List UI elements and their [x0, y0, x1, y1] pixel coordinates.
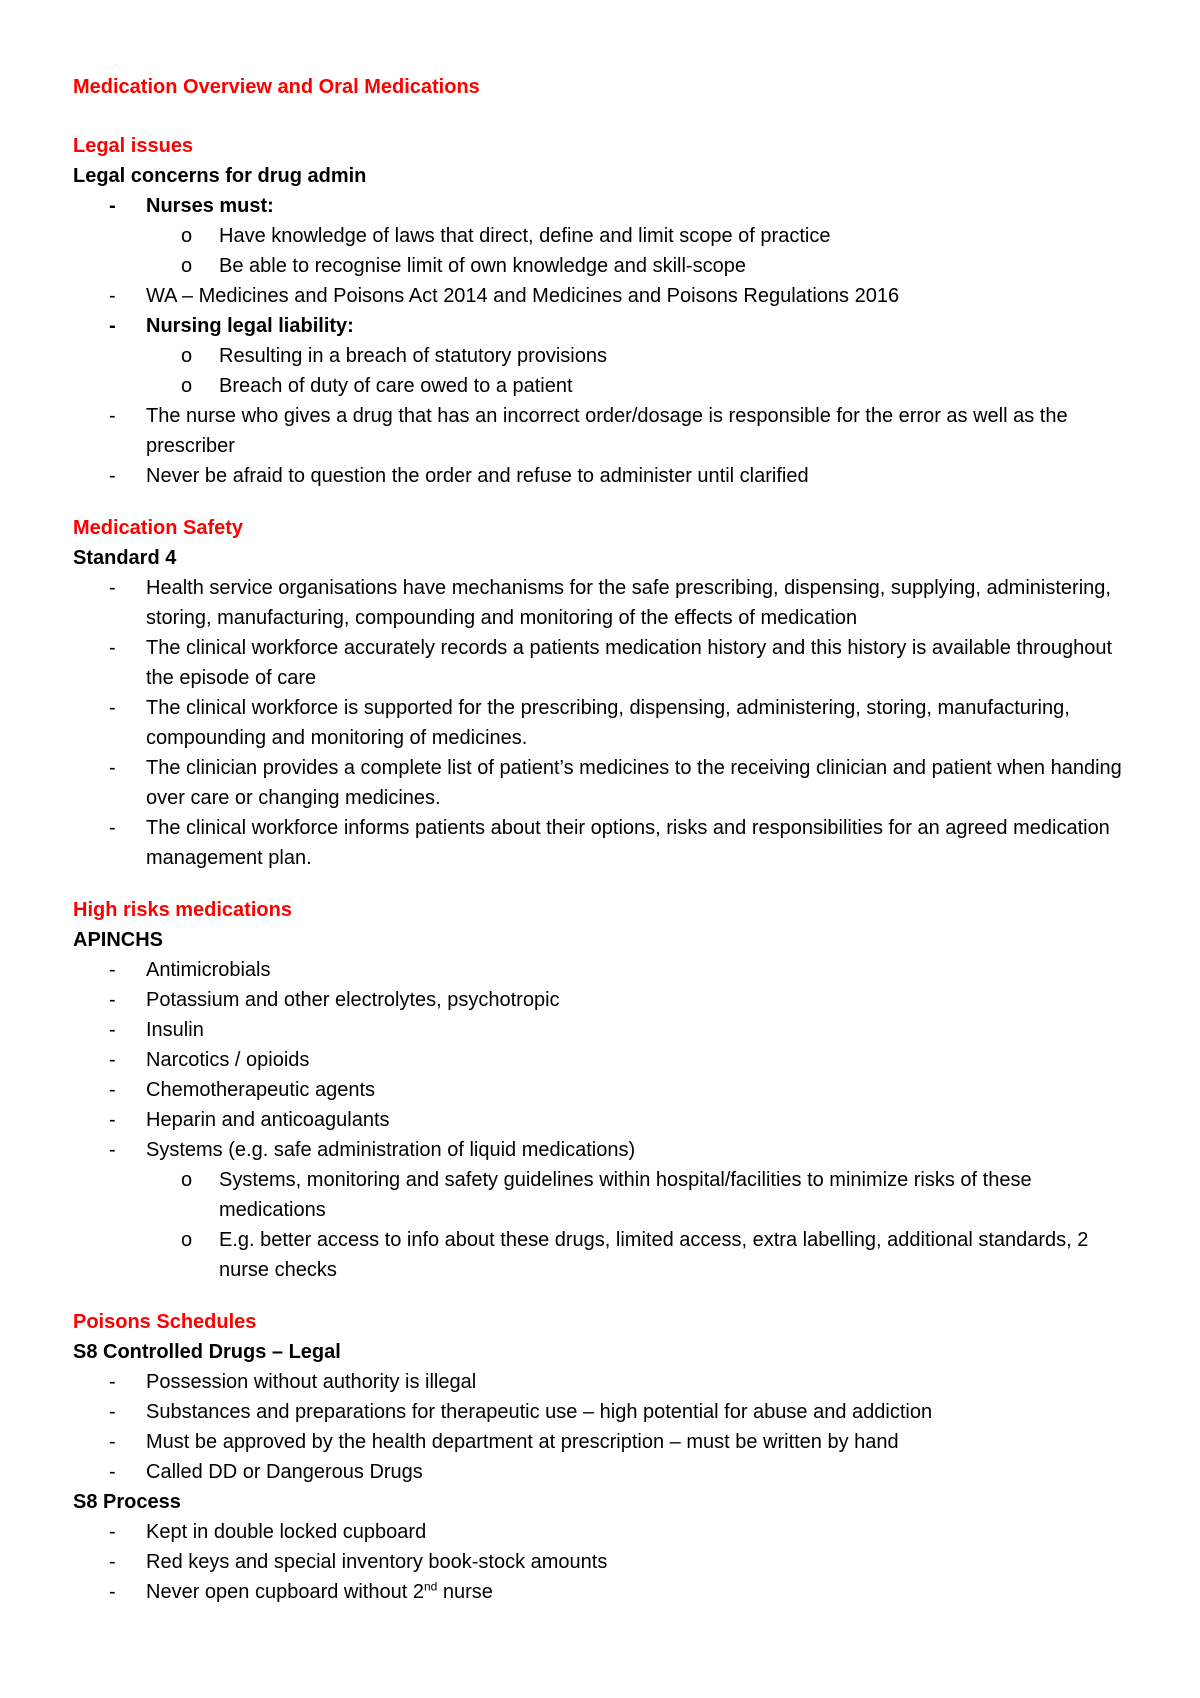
- list-item: - Must be approved by the health department at prescription – must be written by hand: [109, 1431, 899, 1453]
- document-page: [73, 72, 1143, 1607]
- list-item: - Systems (e.g. safe administration of liquid medications): [109, 1139, 636, 1161]
- list-item: - Antimicrobials: [109, 959, 271, 981]
- list-item: - Never open cupboard without 2nd nurse: [109, 1579, 493, 1603]
- list-item: - The clinical workforce informs patients about their options, risks and responsibilities for an agreed medication management plan.: [109, 817, 1110, 869]
- list-item: - Potassium and other electrolytes, psychotropic: [109, 989, 560, 1011]
- list-item: - Heparin and anticoagulants: [109, 1109, 390, 1131]
- list-item: - Red keys and special inventory book-stock amounts: [109, 1551, 608, 1573]
- sub-list-item: o E.g. better access to info about these drugs, limited access, extra labelling, additional standards, 2 nurse checks: [181, 1229, 1089, 1281]
- section-heading-legal: Legal issues: [73, 135, 194, 157]
- section-heading-highrisk: High risks medications: [73, 899, 292, 921]
- list-item: - Possession without authority is illegal: [109, 1371, 477, 1393]
- subheading-highrisk: APINCHS: [73, 929, 164, 951]
- list-item: - Nursing legal liability:: [109, 315, 354, 337]
- list-item: - Narcotics / opioids: [109, 1049, 310, 1071]
- list-item: - The clinical workforce accurately records a patients medication history and this history is available throughout the episode of care: [109, 637, 1113, 689]
- list-item: - Substances and preparations for therapeutic use – high potential for abuse and addiction: [109, 1401, 933, 1423]
- sub-list-item: o Resulting in a breach of statutory provisions: [181, 345, 607, 367]
- sub-list-item: o Systems, monitoring and safety guidelines within hospital/facilities to minimize risks of these medications: [181, 1169, 1032, 1221]
- subheading-legal: Legal concerns for drug admin: [73, 165, 367, 187]
- list-item: - Kept in double locked cupboard: [109, 1521, 427, 1543]
- document-title: Medication Overview and Oral Medications: [73, 76, 480, 98]
- list-item: - Nurses must:: [109, 195, 274, 217]
- list-item: - The nurse who gives a drug that has an incorrect order/dosage is responsible for the error as well as the prescriber: [109, 405, 1068, 457]
- sub-list-item: o Have knowledge of laws that direct, define and limit scope of practice: [181, 225, 831, 247]
- list-item: - Never be afraid to question the order and refuse to administer until clarified: [109, 465, 809, 487]
- list-item: - Insulin: [109, 1019, 204, 1041]
- list-item: - WA – Medicines and Poisons Act 2014 and Medicines and Poisons Regulations 2016: [109, 285, 900, 307]
- sub-list-item: o Be able to recognise limit of own knowledge and skill-scope: [181, 255, 746, 277]
- subheading-safety: Standard 4: [73, 547, 177, 569]
- list-item: - Called DD or Dangerous Drugs: [109, 1461, 423, 1483]
- list-item: - Chemotherapeutic agents: [109, 1079, 376, 1101]
- list-item: - The clinical workforce is supported for the prescribing, dispensing, administering, storing, manufacturing, compounding and monitoring of medicines.: [109, 697, 1070, 749]
- section-heading-safety: Medication Safety: [73, 517, 244, 539]
- sub-list-item: o Breach of duty of care owed to a patient: [181, 375, 573, 397]
- list-item: - The clinician provides a complete list of patient’s medicines to the receiving clinician and patient when handing over care or changing medicines.: [109, 757, 1122, 809]
- section-heading-poisons: Poisons Schedules: [73, 1311, 257, 1333]
- subheading-s8-process: S8 Process: [73, 1491, 181, 1513]
- subheading-s8-controlled: S8 Controlled Drugs – Legal: [73, 1341, 341, 1363]
- list-item: - Health service organisations have mechanisms for the safe prescribing, dispensing, supplying, administering, storing, manufacturing, compounding and monitoring of the effects of medication: [109, 577, 1111, 629]
